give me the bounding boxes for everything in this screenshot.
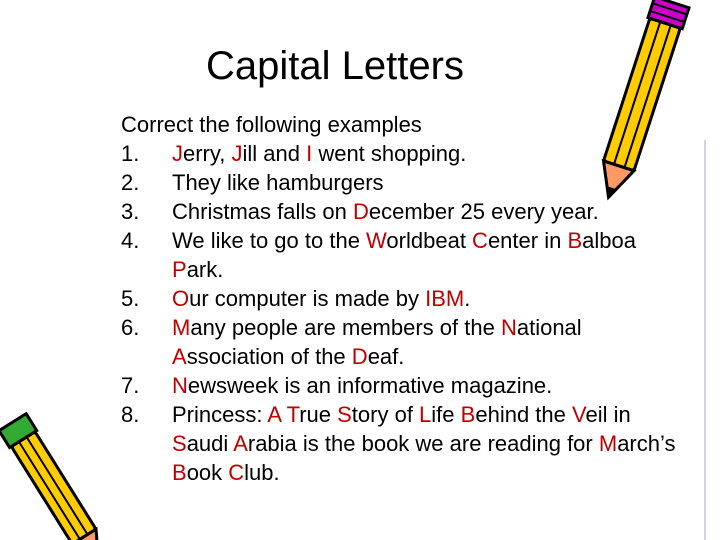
corrected-capital: A [172, 344, 187, 369]
corrected-capital: A [233, 431, 248, 456]
corrected-capital: N [500, 315, 517, 340]
list-item-number: 8. [121, 402, 140, 427]
list-item-text: ational [516, 315, 582, 340]
example-list [121, 139, 691, 487]
corrected-capital: M [172, 315, 191, 340]
list-item [121, 168, 691, 197]
list-item-text: alboa [582, 228, 636, 253]
corrected-capital: O [172, 286, 190, 311]
list-item-text: ewsweek is an informative magazine. [187, 373, 553, 398]
list-item-text: ecember 25 every year. [368, 199, 599, 224]
list-item [121, 197, 691, 226]
list-item-text: ill and [242, 141, 307, 166]
list-item-text: rue [299, 402, 338, 427]
list-item-text: erry, [183, 141, 232, 166]
list-item-text: ook [186, 460, 229, 485]
corrected-capital: S [337, 402, 352, 427]
corrected-capital: B [172, 460, 187, 485]
corrected-capital: D [352, 199, 369, 224]
list-item-text: ur computer is made by [189, 286, 426, 311]
corrected-capital: C [228, 460, 245, 485]
list-item [121, 284, 691, 313]
list-item-text: ssociation of the [186, 344, 352, 369]
bottom-left-pencil [0, 414, 112, 540]
list-item-text: enter in [487, 228, 568, 253]
list-item-text: ehind the [475, 402, 572, 427]
corrected-capital: I [306, 141, 313, 166]
list-item-number: 7. [121, 373, 140, 398]
list-item-number: 5. [121, 286, 140, 311]
list-item-text: orldbeat [386, 228, 473, 253]
list-item-text: audi [186, 431, 234, 456]
list-item-text: eil in [585, 402, 631, 427]
list-item-number: 3. [121, 199, 140, 224]
corrected-capital: B [567, 228, 583, 253]
corrected-capital: C [472, 228, 488, 253]
list-item-text: ark. [186, 257, 224, 282]
corrected-capital: P [172, 257, 187, 282]
list-item-text: They like hamburgers [172, 170, 384, 195]
list-item-text: tory of [351, 402, 420, 427]
list-item-text: eaf. [367, 344, 405, 369]
list-item [121, 400, 691, 487]
corrected-capital: T [286, 402, 300, 427]
slide-intro: Correct the following examples [121, 112, 422, 137]
list-item-text: lub. [244, 460, 280, 485]
list-item-text: ife [431, 402, 461, 427]
list-item-text: rabia is the book we are reading for [247, 431, 599, 456]
list-item-text: Christmas falls on [172, 199, 353, 224]
corrected-capital: V [571, 402, 586, 427]
list-item [121, 313, 691, 371]
corrected-capital: D [351, 344, 368, 369]
corrected-capital: A [267, 402, 281, 427]
corrected-capital: B [460, 402, 476, 427]
list-item-number: 6. [121, 315, 140, 340]
list-item-text: We like to go to the [172, 228, 367, 253]
list-item-text: . [464, 286, 471, 311]
list-item-text: Princess: [172, 402, 268, 427]
list-item-text: went shopping. [312, 141, 467, 166]
list-item-text: arch’s [617, 431, 676, 456]
list-item-text: any people are members of the [190, 315, 501, 340]
corrected-capital: M [598, 431, 618, 456]
decorative-rule [704, 140, 706, 540]
corrected-capital: N [172, 373, 188, 398]
list-item-number: 4. [121, 228, 140, 253]
corrected-capital: J [231, 141, 243, 166]
list-item [121, 371, 691, 400]
corrected-capital: J [172, 141, 183, 166]
list-item-number: 1. [121, 141, 140, 166]
corrected-capital: L [419, 402, 432, 427]
corrected-capital: W [366, 228, 387, 253]
list-item [121, 226, 691, 284]
corrected-capital: IBM [425, 286, 465, 311]
slide-title: Capital Letters [206, 44, 464, 88]
list-item [121, 139, 691, 168]
list-item-number: 2. [121, 170, 140, 195]
corrected-capital: S [172, 431, 187, 456]
